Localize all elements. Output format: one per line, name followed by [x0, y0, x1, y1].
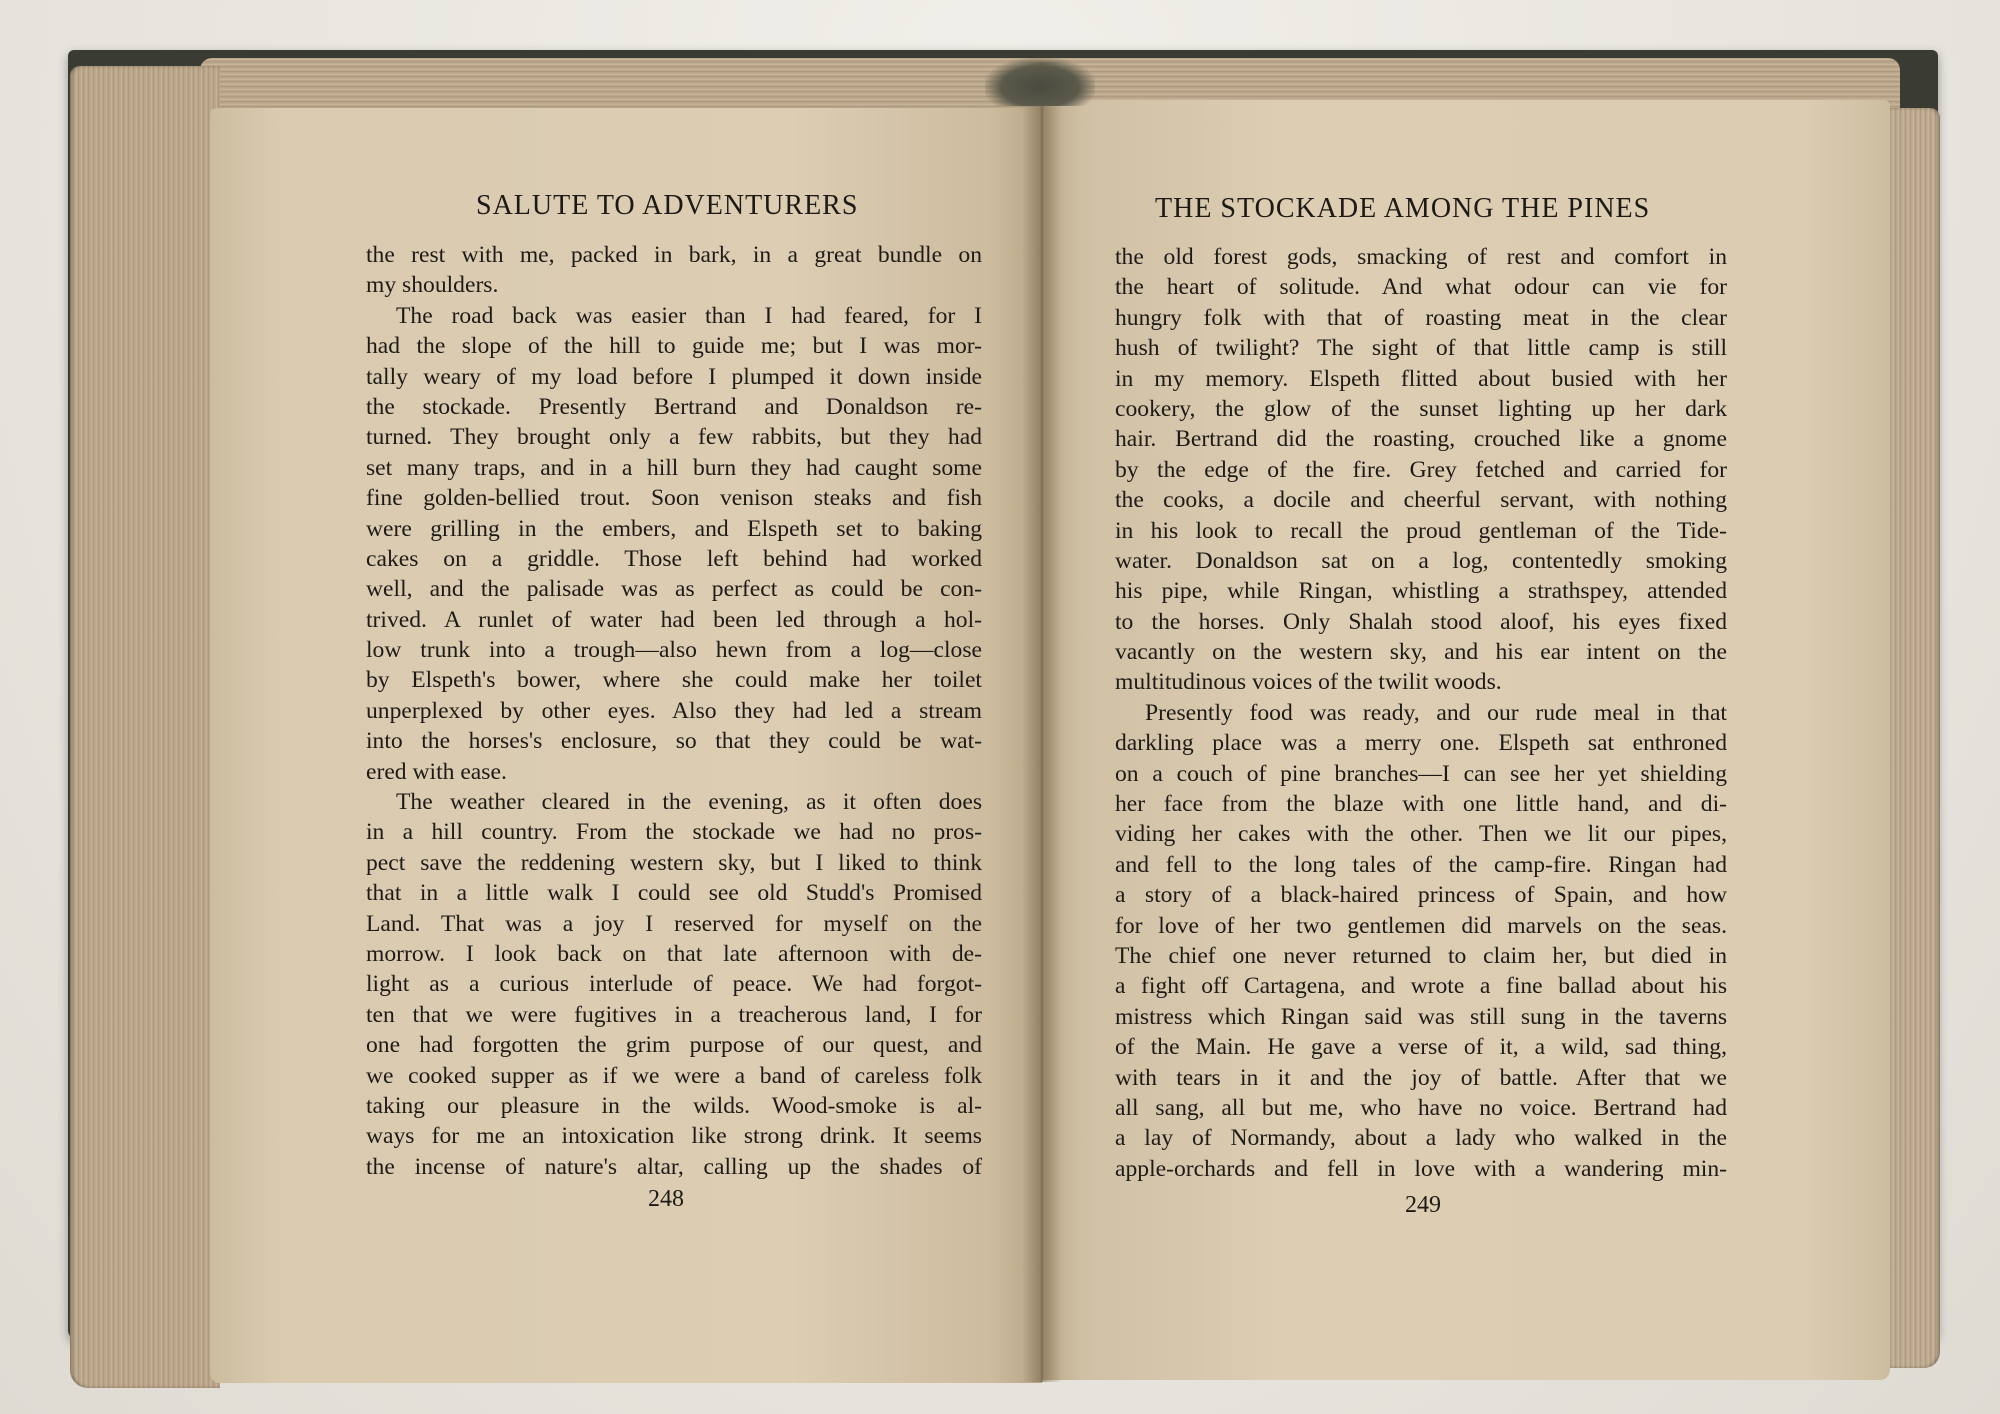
- text-line: a story of a black-haired princess of Spain, and how: [1115, 882, 1727, 909]
- text-line: set many traps, and in a hill burn they had caught some: [366, 454, 982, 481]
- text-line: of the Main. He gave a verse of it, a wild, sad thing,: [1115, 1034, 1727, 1061]
- text-line: trived. A runlet of water had been led through a hol-: [366, 606, 982, 633]
- text-line: turned. They brought only a few rabbits, but they had: [366, 424, 982, 451]
- text-line: ways for me an intoxication like strong drink. It seems: [366, 1123, 982, 1150]
- page-edges-right: [1882, 108, 1940, 1368]
- text-line: in a hill country. From the stockade we had no pros-: [366, 819, 982, 846]
- text-line: her face from the blaze with one little hand, and di-: [1115, 791, 1727, 818]
- text-line: ered with ease.: [366, 758, 507, 785]
- text-line: morrow. I look back on that late afternoon with de-: [366, 940, 982, 967]
- text-line: a lay of Normandy, about a lady who walked in the: [1115, 1125, 1727, 1152]
- text-line: the stockade. Presently Bertrand and Donaldson re-: [366, 393, 982, 420]
- text-line: a fight off Cartagena, and wrote a fine ballad about his: [1115, 973, 1727, 1000]
- text-line: and fell to the long tales of the camp-fire. Ringan had: [1115, 851, 1727, 878]
- text-line: taking our pleasure in the wilds. Wood-smoke is al-: [366, 1092, 982, 1119]
- text-line: fine golden-bellied trout. Soon venison steaks and fish: [366, 485, 982, 512]
- text-line: multitudinous voices of the twilit woods.: [1115, 669, 1502, 696]
- text-line: apple-orchards and fell in love with a wandering min-: [1115, 1155, 1727, 1182]
- text-line: for love of her two gentlemen did marvels on the seas.: [1115, 912, 1727, 939]
- right-page-text: [1115, 242, 1727, 1184]
- text-line: his pipe, while Ringan, whistling a strathspey, attended: [1115, 578, 1727, 605]
- text-line: one had forgotten the grim purpose of our quest, and: [366, 1032, 982, 1059]
- text-line: Land. That was a joy I reserved for myself on the: [366, 910, 982, 937]
- text-line: that in a little walk I could see old Studd's Promised: [366, 880, 982, 907]
- text-line: the old forest gods, smacking of rest and comfort in: [1115, 244, 1727, 270]
- text-line: on a couch of pine branches—I can see her yet shielding: [1115, 760, 1727, 787]
- text-line: the heart of solitude. And what odour can vie for: [1115, 274, 1727, 301]
- left-page-text: [366, 240, 982, 1182]
- spine-binding: [985, 58, 1095, 106]
- text-line: pect save the reddening western sky, but I liked to think: [366, 849, 982, 876]
- text-line: into the horses's enclosure, so that they could be wat-: [366, 728, 982, 755]
- text-line: vacantly on the western sky, and his ear intent on the: [1115, 639, 1727, 666]
- text-line: had the slope of the hill to guide me; but I was mor-: [366, 333, 982, 360]
- text-line: we cooked supper as if we were a band of careless folk: [366, 1062, 982, 1089]
- text-line: the cooks, a docile and cheerful servant, with nothing: [1115, 487, 1727, 514]
- text-line: hush of twilight? The sight of that little camp is still: [1115, 335, 1727, 362]
- text-line: the rest with me, packed in bark, in a great bundle on: [366, 242, 982, 268]
- text-line: with tears in it and the joy of battle. After that we: [1115, 1064, 1727, 1091]
- text-line: hair. Bertrand did the roasting, crouched like a gnome: [1115, 426, 1727, 453]
- text-line: in my memory. Elspeth flitted about busied with her: [1115, 365, 1727, 392]
- text-line: The road back was easier than I had feared, for I: [396, 302, 982, 329]
- text-line: Presently food was ready, and our rude meal in that: [1145, 699, 1727, 726]
- text-line: light as a curious interlude of peace. We had forgot-: [366, 971, 982, 998]
- left-page-number: 248: [648, 1186, 684, 1212]
- right-page-number: 249: [1405, 1192, 1441, 1218]
- text-line: mistress which Ringan said was still sung in the taverns: [1115, 1003, 1727, 1030]
- page-edges-left: [70, 66, 220, 1388]
- text-line: by Elspeth's bower, where she could make her toilet: [366, 667, 982, 694]
- text-line: to the horses. Only Shalah stood aloof, his eyes fixed: [1115, 608, 1727, 635]
- text-line: my shoulders.: [366, 272, 499, 299]
- text-line: were grilling in the embers, and Elspeth set to baking: [366, 515, 982, 542]
- text-line: The chief one never returned to claim her, but died in: [1115, 942, 1727, 969]
- right-running-head: THE STOCKADE AMONG THE PINES: [1155, 193, 1651, 224]
- text-line: hungry folk with that of roasting meat in the clear: [1115, 304, 1727, 331]
- text-line: tally weary of my load before I plumped it down inside: [366, 363, 982, 390]
- text-line: in his look to recall the proud gentleman of the Tide-: [1115, 517, 1727, 544]
- book-gutter: [1022, 62, 1062, 1382]
- text-line: water. Donaldson sat on a log, contentedly smoking: [1115, 547, 1727, 574]
- text-line: by the edge of the fire. Grey fetched and carried for: [1115, 456, 1727, 483]
- text-line: the incense of nature's altar, calling up the shades of: [366, 1153, 982, 1180]
- text-line: viding her cakes with the other. Then we lit our pipes,: [1115, 821, 1727, 848]
- text-line: unperplexed by other eyes. Also they had led a stream: [366, 697, 982, 724]
- text-line: darkling place was a merry one. Elspeth sat enthroned: [1115, 730, 1727, 757]
- text-line: ten that we were fugitives in a treacherous land, I for: [366, 1001, 982, 1028]
- text-line: The weather cleared in the evening, as it often does: [396, 789, 982, 816]
- text-line: well, and the palisade was as perfect as could be con-: [366, 576, 982, 603]
- text-line: all sang, all but me, who have no voice. Bertrand had: [1115, 1094, 1727, 1121]
- text-line: low trunk into a trough—also hewn from a log—close: [366, 637, 982, 664]
- text-line: cakes on a griddle. Those left behind had worked: [366, 545, 982, 572]
- left-running-head: SALUTE TO ADVENTURERS: [476, 190, 859, 221]
- text-line: cookery, the glow of the sunset lighting up her dark: [1115, 395, 1727, 422]
